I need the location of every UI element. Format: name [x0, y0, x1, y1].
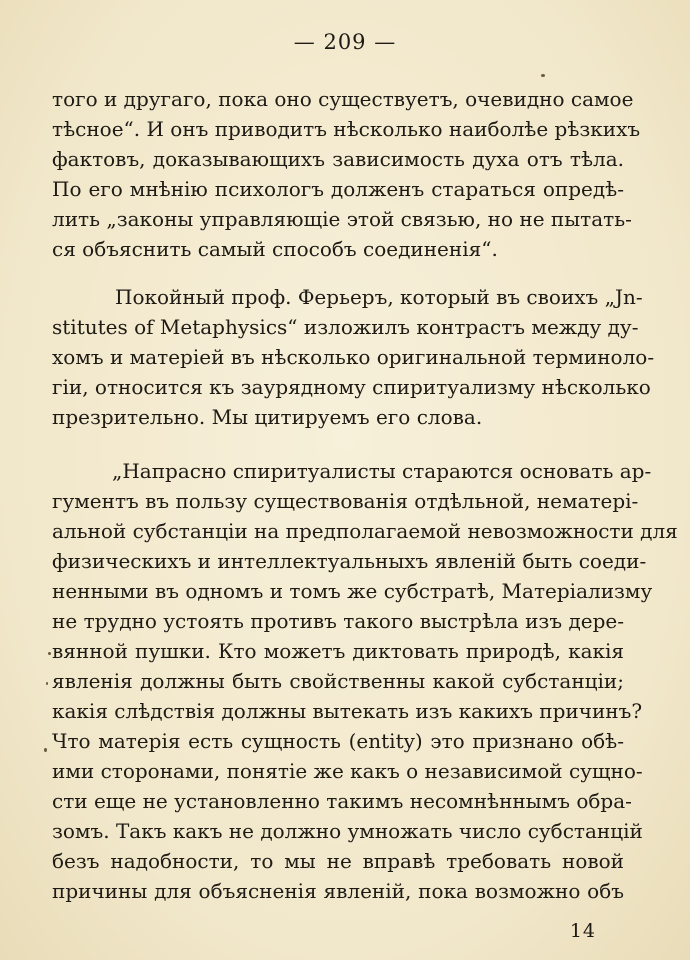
- paragraph-1: [52, 84, 641, 264]
- text-line: явленія должны быть свойственны какой субстанціи;: [52, 669, 624, 693]
- text-line: лить „законы управляющіе этой связью, но не пытать-: [52, 207, 632, 231]
- text-line: „Напрасно спиритуалисты стараются основать ар-: [112, 459, 652, 483]
- paper-speck: [44, 748, 47, 752]
- text-line: фактовъ, доказывающихъ зависимость духа отъ тѣла.: [52, 147, 624, 171]
- signature-mark: 14: [569, 920, 596, 942]
- text-line: хомъ и матеріей въ нѣсколько оригинальной терминоло-: [52, 345, 655, 369]
- text-line: какія слѣдствія должны вытекать изъ какихъ причинъ?: [52, 699, 643, 723]
- text-line: ся объяснить самый способъ соединенія“.: [52, 237, 498, 261]
- text-line: Что матерія есть сущность (entity) это признано обѣ-: [52, 729, 624, 753]
- text-line: stitutes of Metaphysics“ изложилъ контрастъ между ду-: [52, 315, 639, 339]
- text-line: физическихъ и интеллектуальныхъ явленій быть соеди-: [52, 549, 647, 573]
- text-line: альной субстанціи на предполагаемой невозможности для: [52, 519, 678, 543]
- text-line: гументъ въ пользу существованія отдѣльной, нематері-: [52, 489, 639, 513]
- text-line: безъ надобности, то мы не вправѣ требовать новой: [52, 849, 624, 873]
- paper-speck: [541, 74, 545, 77]
- page-number: — 209 —: [293, 30, 397, 54]
- text-line: гіи, относится къ заурядному спиритуализму нѣсколько: [52, 375, 651, 399]
- text-line: презрительно. Мы цитируемъ его слова.: [52, 405, 483, 429]
- text-line: Покойный проф. Ферьеръ, который въ своихъ „Jn-: [115, 285, 643, 309]
- text-line: сти еще не установленно такимъ несомнѣннымъ обра-: [52, 789, 632, 813]
- paragraph-2: [52, 282, 655, 432]
- paper-speck: [48, 652, 51, 655]
- text-line: ненными въ одномъ и томъ же субстратѣ, Матеріализму: [52, 579, 653, 603]
- text-line: причины для объясненія явленій, пока возможно объ: [52, 879, 624, 903]
- text-line: По его мнѣнію психологъ долженъ стараться опредѣ-: [52, 177, 624, 201]
- text-line: тѣсное“. И онъ приводитъ нѣсколько наиболѣе рѣзкихъ: [52, 117, 641, 141]
- text-line: не трудно устоять противъ такого выстрѣла изъ дере-: [52, 609, 624, 633]
- paper-speck: [46, 682, 48, 685]
- text-line: вянной пушки. Кто можетъ диктовать природѣ, какія: [52, 639, 624, 663]
- text-line: зомъ. Такъ какъ не должно умножать число субстанцій: [52, 819, 643, 843]
- paragraph-3-quotation: [52, 456, 678, 906]
- text-line: ими сторонами, понятіе же какъ о независимой сущно-: [52, 759, 643, 783]
- text-line: того и другаго, пока оно существуетъ, очевидно самое: [52, 87, 634, 111]
